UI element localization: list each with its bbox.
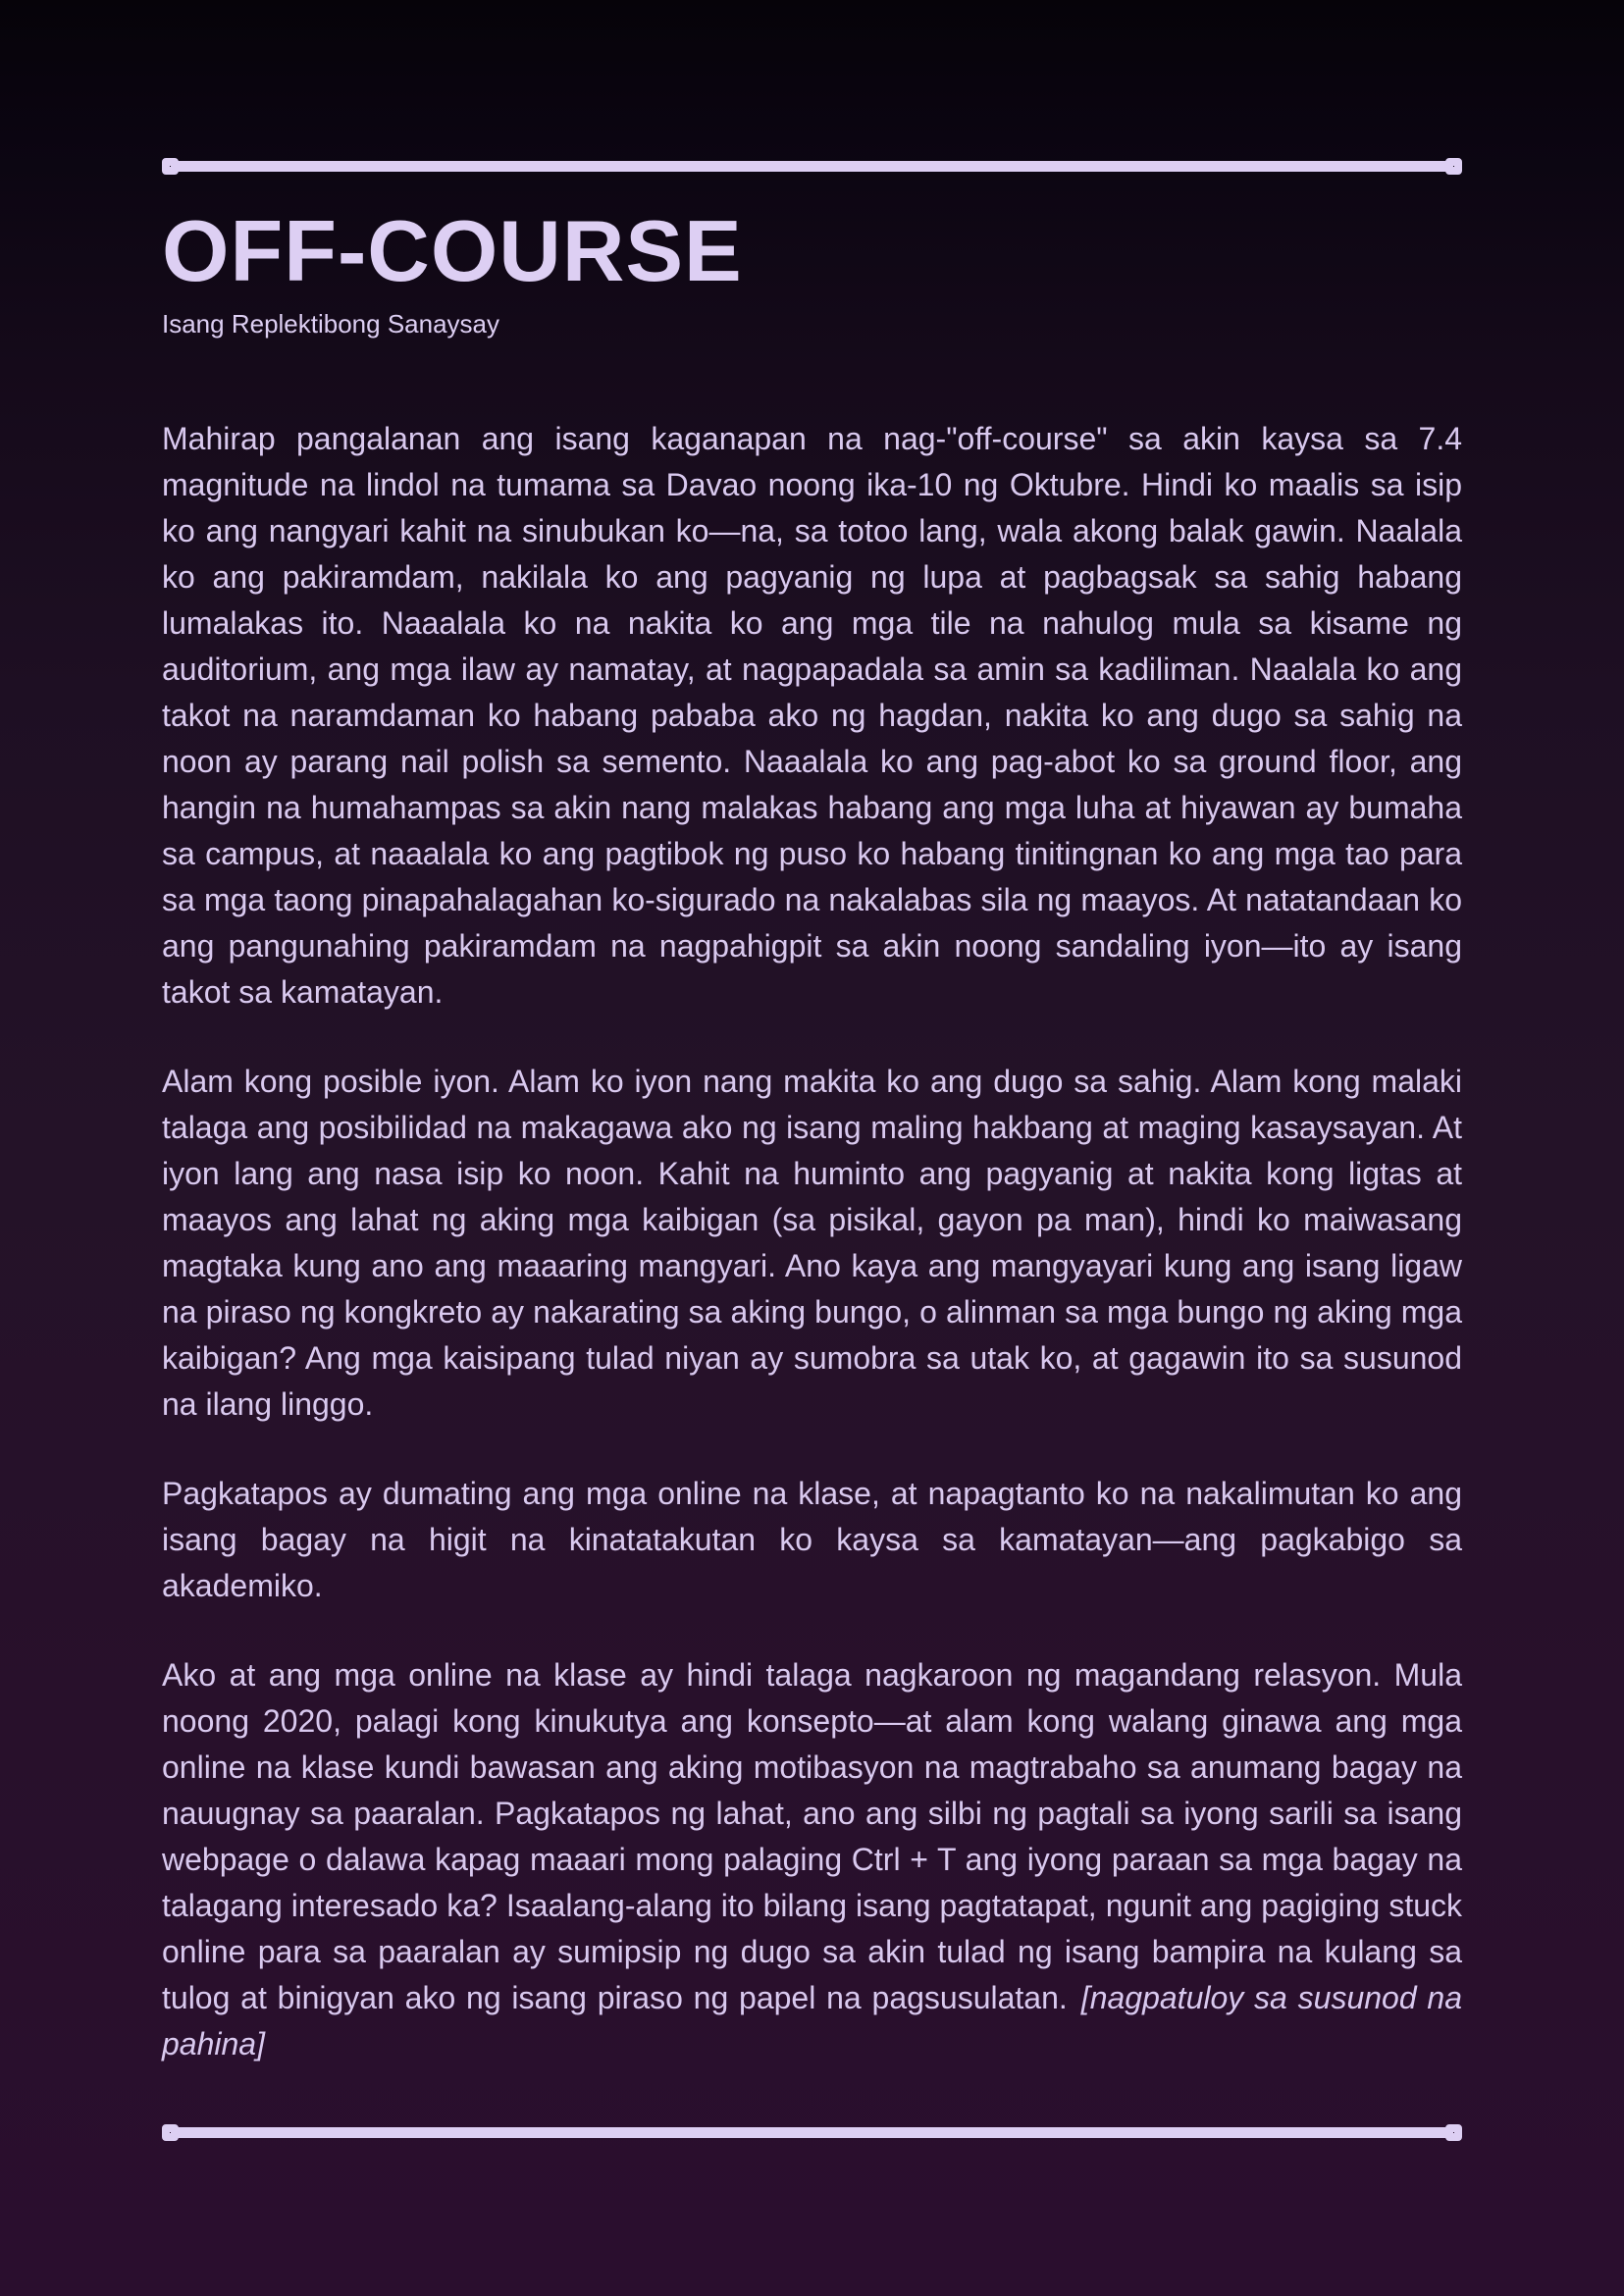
paragraph-1: Mahirap pangalanan ang isang kaganapan na nag-"off-course" sa akin kaysa sa 7.4 magnitude na lindol na tumama sa Davao noong ika-10 ng Oktubre. Hindi ko maalis sa isip ko ang nangyari kahit na sinubukan ko—na, sa totoo lang, wala akong balak gawin. Naalala ko ang pakiramdam, nakilala ko ang pagyanig ng lupa at pagbagsak sa sahig habang lumalakas ito. Naaalala ko na nakita ko ang mga tile na nahulog mula sa kisame ng auditorium, ang mga ilaw ay namatay, at nagpapadala sa amin sa kadiliman. Naalala ko ang takot na naramdaman ko habang pababa ako ng hagdan, nakita ko ang dugo sa sahig na noon ay parang nail polish sa semento. Naaalala ko ang pag-abot ko sa ground floor, ang hangin na humahampas sa akin nang malakas habang ang mga luha at hiyawan ay bumaha sa campus, at naaalala ko ang pagtibok ng puso ko habang tinitingnan ko ang mga tao para sa mga taong pinapahalagahan ko-sigurado na nakalabas sila ng maayos. At natatandaan ko ang pangunahing pakiramdam na nagpahigpit sa akin noong sandaling iyon—ito ay isang takot sa kamatayan. [162,420,1462,1010]
bottom-divider [162,2115,1462,2149]
essay-body [162,416,1462,2067]
divider-endcap-right [1445,2124,1462,2141]
continuation-note: [nagpatuloy sa susunod na pahina] [162,1979,1463,2061]
paragraph-2: Alam kong posible iyon. Alam ko iyon nang makita ko ang dugo sa sahig. Alam kong malaki talaga ang posibilidad na makagawa ako ng isang maling hakbang at maging kasaysayan. At iyon lang ang nasa isip ko noon. Kahit na huminto ang pagyanig at nakita kong ligtas at maayos ang lahat ng aking mga kaibigan (sa pisikal, gayon pa man), hindi ko maiwasang magtaka kung ano ang maaaring mangyari. Ano kaya ang mangyayari kung ang isang ligaw na piraso ng kongkreto ay nakarating sa aking bungo, o alinman sa mga bungo ng aking mga kaibigan? Ang mga kaisipang tulad niyan ay sumobra sa utak ko, at gagawin ito sa susunod na ilang linggo. [162,1063,1462,1422]
divider-line [177,161,1447,172]
paragraph-4-text: Ako at ang mga online na klase ay hindi talaga nagkaroon ng magandang relasyon. Mula noong 2020, palagi kong kinukutya ang konsepto—at alam kong walang ginawa ang mga online na klase kundi bawasan ang aking motibasyon na magtrabaho sa anumang bagay na nauugnay sa paaralan. Pagkatapos ng lahat, ano ang silbi ng pagtali sa iyong sarili sa isang webpage o dalawa kapag maaari mong palaging Ctrl + T ang iyong paraan sa mga bagay na talagang interesado ka? Isaalang-alang ito bilang isang pagtatapat, ngunit ang pagiging stuck online para sa paaralan ay sumipsip ng dugo sa akin tulad ng isang bampira na kulang sa tulog at binigyan ako ng isang piraso ng papel na pagsusulatan. [162,1656,1462,2015]
divider-line [177,2127,1447,2138]
page-subtitle: Isang Replektibong Sanaysay [162,309,500,339]
divider-endcap-right [1445,158,1462,175]
page-title: OFF-COURSE [162,202,743,299]
paragraph-3: Pagkatapos ay dumating ang mga online na klase, at napagtanto ko na nakalimutan ko ang isang bagay na higit na kinatatakutan ko kaysa sa kamatayan—ang pagkabigo sa akademiko. [162,1475,1462,1603]
top-divider [162,149,1462,183]
paragraph-4 [162,1652,1462,2067]
